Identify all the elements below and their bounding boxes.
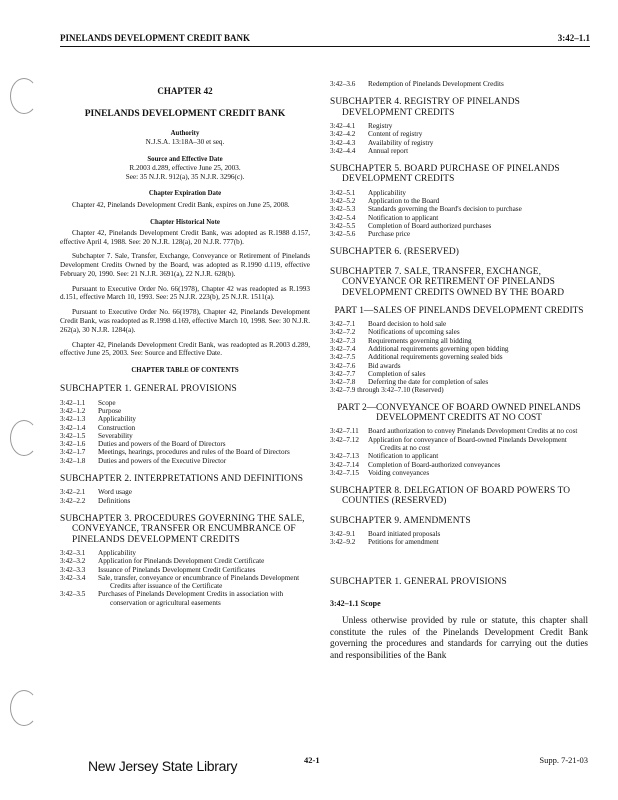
toc-heading: CHAPTER TABLE OF CONTENTS	[131, 367, 239, 375]
source-heading: Source and Effective Date	[147, 155, 223, 163]
toc-entry: 3:42–7.15 Voiding conveyances	[330, 468, 430, 477]
toc-entry: 3:42–7.3 Requirements governing all bidding	[330, 336, 472, 345]
toc-entry: 3:42–5.5 Completion of Board authorized purchases	[330, 221, 492, 230]
authority-text: N.J.S.A. 13:18A–30 et seq.	[145, 137, 225, 146]
toc-entry: 3:42–3.1 Applicability	[60, 548, 136, 557]
toc-entry: 3:42–7.2 Notifications of upcoming sales	[330, 328, 460, 337]
toc-entry: 3:42–2.2 Definitions	[60, 496, 131, 505]
toc-entry: 3:42–7.7 Completion of sales	[330, 369, 426, 378]
toc-list	[330, 530, 588, 547]
toc-entry: 3:42–5.2 Application to the Board	[330, 197, 440, 206]
toc-list	[330, 427, 588, 477]
subchapter-heading: SUBCHAPTER 1. GENERAL PROVISIONS	[60, 384, 237, 395]
toc-list	[60, 549, 310, 607]
toc-entry: 3:42–7.8 Deferring the date for completion of sales	[330, 378, 489, 387]
toc-entry: 3:42–9.2 Petitions for amendment	[330, 538, 439, 547]
page-footer	[0, 752, 618, 782]
toc-entry: 3:42–4.2 Content of registry	[330, 130, 423, 139]
running-header	[60, 30, 590, 47]
toc-entry: 3:42–7.5 Additional requirements governing sealed bids	[330, 353, 503, 362]
toc-entry: 3:42–1.8 Duties and powers of the Executive Director	[60, 456, 227, 465]
subchapter-heading: SUBCHAPTER 2. INTERPRETATIONS AND DEFINITIONS	[60, 474, 304, 485]
toc-entry: 3:42–3.5 Purchases of Pinelands Development Credits in association with conservation or agricultural easements	[60, 590, 284, 607]
part-heading: PART 1—SALES OF PINELANDS DEVELOPMENT CREDITS	[334, 305, 584, 316]
toc-list	[330, 320, 588, 395]
header-title: PINELANDS DEVELOPMENT CREDIT BANK	[60, 33, 250, 44]
history-paragraph: Pursuant to Executive Order No. 66(1978), Chapter 42 was readopted as R.1993 d.151, effective March 10, 1993. See: 25 N.J.R. 223(b), 25 N.J.R. 1511(a).	[60, 284, 310, 302]
subchapter-heading: SUBCHAPTER 3. PROCEDURES GOVERNING THE SALE, CONVEYANCE, TRANSFER OR ENCUMBRANCE OF PINELANDS DEVELOPMENT CREDITS	[60, 513, 305, 545]
source-line: See: 35 N.J.R. 912(a), 35 N.J.R. 3296(c).	[125, 172, 245, 181]
expiration-text: Chapter 42, Pinelands Development Credit Bank, expires on June 25, 2008.	[72, 200, 290, 209]
body-section-heading: 3:42–1.1 Scope	[330, 599, 381, 609]
toc-entry: 3:42–7.14 Completion of Board-authorized conveyances	[330, 460, 501, 469]
chapter-number: CHAPTER 42	[157, 86, 213, 96]
body-paragraph: Unless otherwise provided by rule or statute, this chapter shall constitute the rules of the Pinelands Development Credit Bank governing the procedures and standards for carrying out the duties and responsibilities of the Bank	[330, 614, 588, 661]
toc-entry: 3:42–7.12 Application for conveyance of Board-owned Pinelands Development Credits at no cost	[330, 435, 567, 452]
toc-entry: 3:42–1.1 Scope	[60, 398, 116, 407]
history-paragraph: Chapter 42, Pinelands Development Credit Bank, was adopted as R.1988 d.157, effective April 4, 1988. See: 20 N.J.R. 128(a), 20 N.J.R. 777(b).	[60, 228, 310, 246]
toc-entry: 3:42–3.2 Application for Pinelands Development Credit Certificate	[60, 557, 265, 566]
toc-list	[60, 399, 310, 465]
toc-entry: 3:42–1.5 Severability	[60, 431, 133, 440]
toc-entry: 3:42–1.7 Meetings, hearings, procedures and rules of the Board of Directors	[60, 448, 290, 457]
punch-hole-mark	[10, 690, 38, 726]
toc-list	[330, 122, 588, 155]
toc-entry: 3:42–1.6 Duties and powers of the Board of Directors	[60, 440, 226, 449]
toc-entry: 3:42–7.11 Board authorization to convey Pinelands Development Credits at no cost	[330, 427, 578, 436]
toc-entry: 3:42–7.6 Bid awards	[330, 361, 401, 370]
toc-entry: 3:42–2.1 Word usage	[60, 488, 132, 497]
toc-entry: 3:42–5.1 Applicability	[330, 188, 406, 197]
left-column	[60, 82, 310, 607]
header-section-ref: 3:42–1.1	[557, 33, 590, 44]
expiration-heading: Chapter Expiration Date	[148, 190, 222, 198]
source-line: R.2003 d.289, effective June 25, 2003.	[129, 163, 241, 172]
subchapter-heading: SUBCHAPTER 9. AMENDMENTS	[330, 515, 471, 526]
toc-list	[330, 189, 588, 239]
body-subchapter-heading: SUBCHAPTER 1. GENERAL PROVISIONS	[330, 576, 507, 587]
subchapter-heading: SUBCHAPTER 4. REGISTRY OF PINELANDS DEVELOPMENT CREDITS	[330, 97, 520, 118]
toc-list	[60, 488, 310, 505]
punch-hole-mark	[10, 78, 38, 114]
toc-entry: 3:42–7.9 through 3:42–7.10 (Reserved)	[330, 386, 444, 395]
toc-entry: 3:42–7.4 Additional requirements governing open bidding	[330, 345, 509, 354]
library-stamp: New Jersey State Library	[88, 758, 238, 774]
toc-entry: 3:42–9.1 Board initiated proposals	[330, 530, 441, 539]
part-heading: PART 2—CONVEYANCE OF BOARD OWNED PINELANDS DEVELOPMENT CREDITS AT NO COST	[337, 402, 581, 424]
toc-entry: 3:42–3.6 Redemption of Pinelands Development Credits	[330, 80, 504, 88]
toc-entry: 3:42–4.3 Availability of registry	[330, 138, 434, 147]
toc-entry: 3:42–1.4 Construction	[60, 423, 136, 432]
toc-entry: 3:42–5.4 Notification to applicant	[330, 213, 439, 222]
toc-entry: 3:42–3.3 Issuance of Pinelands Development Credit Certificates	[60, 565, 256, 574]
toc-list	[330, 80, 588, 88]
history-heading: Chapter Historical Note	[150, 218, 220, 226]
toc-entry: 3:42–5.3 Standards governing the Board's decision to purchase	[330, 205, 522, 214]
toc-entry: 3:42–3.4 Sale, transfer, conveyance or encumbrance of Pinelands Development Credits after issuance of the Certificate	[60, 573, 300, 591]
page-number: 42-1	[304, 755, 320, 765]
right-column	[330, 80, 588, 662]
subchapter-heading: SUBCHAPTER 6. (RESERVED)	[330, 247, 460, 258]
subchapter-heading: SUBCHAPTER 7. SALE, TRANSFER, EXCHANGE, CONVEYANCE OR RETIREMENT OF PINELANDS DEVELOPMENT CREDITS OWNED BY THE BOARD	[330, 266, 565, 298]
history-paragraph: Chapter 42, Pinelands Development Credit Bank, was readopted as R.2003 d.289, effective June 25, 2003. See: Source and Effective Date.	[60, 340, 310, 358]
subchapter-heading: SUBCHAPTER 5. BOARD PURCHASE OF PINELANDS DEVELOPMENT CREDITS	[330, 164, 560, 185]
toc-entry: 3:42–4.4 Annual report	[330, 146, 409, 155]
toc-entry: 3:42–1.3 Applicability	[60, 415, 136, 424]
toc-entry: 3:42–1.2 Purpose	[60, 407, 122, 416]
history-paragraph: Subchapter 7. Sale, Transfer, Exchange, Conveyance or Retirement of Pinelands Development Credits Owned by the Board, was adopted as R.1990 d.119, effective February 20, 1990. See: 21 N.J.R. 3691(a), 22 N.J.R. 628(b).	[60, 252, 310, 278]
toc-entry: 3:42–5.6 Purchase price	[330, 230, 411, 239]
authority-heading: Authority	[170, 129, 200, 137]
chapter-title: PINELANDS DEVELOPMENT CREDIT BANK	[84, 108, 286, 119]
toc-entry: 3:42–7.1 Board decision to hold sale	[330, 320, 447, 329]
subchapter-heading: SUBCHAPTER 8. DELEGATION OF BOARD POWERS TO COUNTIES (RESERVED)	[330, 486, 571, 507]
punch-hole-mark	[10, 420, 38, 456]
toc-entry: 3:42–7.13 Notification to applicant	[330, 452, 439, 461]
history-paragraph: Pursuant to Executive Order No. 66(1978), Chapter 42, Pinelands Development Credit Bank, was readopted as R.1998 d.169, effective March 10, 1998. See: 30 N.J.R. 262(a), 30 N.J.R. 1284(a).	[60, 308, 310, 334]
supplement-date: Supp. 7-21-03	[539, 755, 588, 765]
toc-entry: 3:42–4.1 Registry	[330, 121, 393, 130]
